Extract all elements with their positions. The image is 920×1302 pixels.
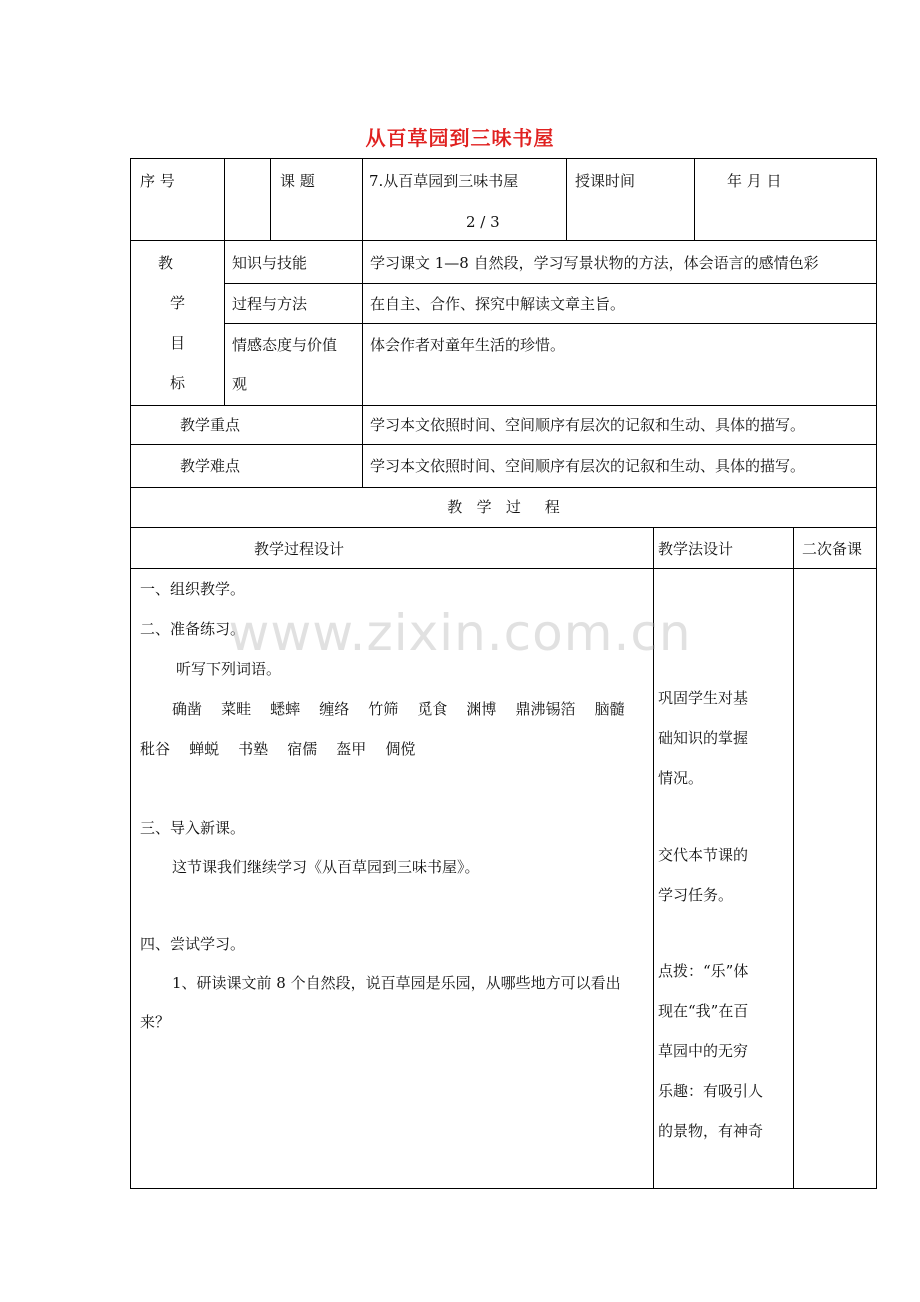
method-line: 学习任务。 xyxy=(658,886,734,904)
page-number: 2 / 3 xyxy=(466,213,500,231)
method-line: 点拨：“乐”体 xyxy=(658,962,749,980)
row-divider xyxy=(130,405,877,406)
row-divider xyxy=(224,283,877,284)
topic-value: 7.从百草园到三味书屋 xyxy=(369,172,519,190)
method-line: 情况。 xyxy=(658,769,704,787)
objective-label-char: 学 xyxy=(170,294,186,312)
objective-content: 体会作者对童年生活的珍惜。 xyxy=(370,336,566,354)
body-line: 一、组织教学。 xyxy=(140,580,246,598)
objective-name: 观 xyxy=(232,375,248,393)
objective-content: 在自主、合作、探究中解读文章主旨。 xyxy=(370,295,626,313)
body-line: 这节课我们继续学习《从百草园到三味书屋》。 xyxy=(172,858,480,876)
row-divider xyxy=(130,240,877,241)
row-divider xyxy=(130,444,877,445)
key-point-label: 教学重点 xyxy=(180,416,241,434)
process-col-method: 教学法设计 xyxy=(658,540,734,558)
col-divider xyxy=(362,158,363,240)
body-line: 来？ xyxy=(140,1013,171,1031)
method-line: 乐趣：有吸引人 xyxy=(658,1082,764,1100)
method-line: 现在“我”在百 xyxy=(658,1002,749,1020)
body-line: 听写下列词语。 xyxy=(176,660,282,678)
watermark: www.zixin.com.cn xyxy=(228,604,692,662)
objective-name: 情感态度与价值 xyxy=(232,336,338,354)
body-line: 三、导入新课。 xyxy=(140,819,246,837)
body-line: 四、尝试学习。 xyxy=(140,935,246,953)
date-text: 年 月 日 xyxy=(727,172,782,190)
row-divider xyxy=(130,487,877,488)
row-divider xyxy=(130,568,877,569)
seq-label: 序 号 xyxy=(140,172,175,190)
difficulty-content: 学习本文依照时间、空间顺序有层次的记叙和生动、具体的描写。 xyxy=(370,457,806,475)
body-line: 秕谷 蝉蜕 书塾 宿儒 盔甲 倜傥 xyxy=(140,740,416,758)
col-divider xyxy=(270,158,271,240)
topic-label: 课 题 xyxy=(280,172,315,190)
body-line: 1、研读课文前 8 个自然段，说百草园是乐园，从哪些地方可以看出 xyxy=(172,974,621,992)
method-line: 巩固学生对基 xyxy=(658,689,749,707)
body-line: 确凿 菜畦 蟋蟀 缠络 竹筛 觅食 渊博 鼎沸锡箔 脑髓 xyxy=(172,700,625,718)
objective-name: 知识与技能 xyxy=(232,254,308,272)
col-divider xyxy=(224,158,225,240)
process-col-notes: 二次备课 xyxy=(802,540,863,558)
objective-label-char: 目 xyxy=(170,334,186,352)
row-divider xyxy=(130,527,877,528)
method-line: 交代本节课的 xyxy=(658,846,749,864)
row-divider xyxy=(224,323,877,324)
objective-name: 过程与方法 xyxy=(232,295,308,313)
method-line: 础知识的掌握 xyxy=(658,729,749,747)
difficulty-label: 教学难点 xyxy=(180,457,241,475)
process-col-design: 教学过程设计 xyxy=(254,540,345,558)
col-divider xyxy=(566,158,567,240)
time-label: 授课时间 xyxy=(575,172,636,190)
method-line: 草园中的无穷 xyxy=(658,1042,749,1060)
col-divider xyxy=(224,240,225,405)
col-divider xyxy=(362,240,363,487)
col-divider xyxy=(694,158,695,240)
page-title: 从百草园到三味书屋 xyxy=(365,126,555,150)
body-line: 二、准备练习。 xyxy=(140,620,246,638)
method-line: 的景物，有神奇 xyxy=(658,1122,764,1140)
key-point-content: 学习本文依照时间、空间顺序有层次的记叙和生动、具体的描写。 xyxy=(370,416,806,434)
objective-label-char: 标 xyxy=(170,374,186,392)
objective-content: 学习课文 1—8 自然段，学习写景状物的方法，体会语言的感情色彩 xyxy=(370,254,819,272)
process-heading: 教 学 过 程 xyxy=(447,498,560,516)
objective-label-char: 教 xyxy=(158,254,174,272)
